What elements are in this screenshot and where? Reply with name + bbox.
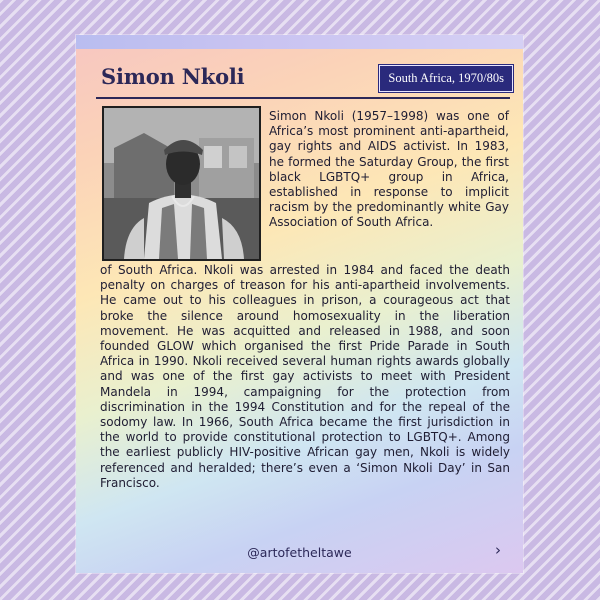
title-divider (96, 97, 510, 99)
portrait-photo (102, 106, 261, 261)
info-card (76, 35, 523, 573)
bio-intro-text: Simon Nkoli (1957–1998) was one of Africa’s most prominent anti-apartheid, gay rights and AIDS activist. In 1983, he formed the Saturday Group, the first black LGBTQ+ group in Africa, established in response to implicit racism by the predominantly white Gay Association of South Africa. (269, 109, 509, 230)
top-bar (76, 35, 523, 49)
chevron-right-icon[interactable]: › (495, 541, 501, 559)
bio-continued-text: of South Africa. Nkoli was arrested in 1984 and faced the death penalty on charges of treason for his anti-apartheid involvements. He came out to his colleagues in prison, a courageous act that broke the silence around homosexuality in the liberation movement. He was acquitted and released in 1988, and soon founded GLOW which organised the first Pride Parade in South Africa in 1990. Nkoli received several human rights awards globally and was one of the first gay activists to meet with President Mandela in 1994, campaigning for the protection from discrimination in the 1994 Constitution and for the repeal of the sodomy law. In 1966, South Africa became the first jurisdiction in the world to provide constitutional protection to LGBTQ+. Among the earliest publicly HIV-positive African gay men, Nkoli is widely referenced and heralded; there’s even a ‘Simon Nkoli Day’ in San Francisco. (100, 263, 510, 490)
page-title: Simon Nkoli (101, 64, 245, 89)
portrait-illustration (104, 108, 259, 259)
region-era-badge: South Africa, 1970/80s (379, 65, 513, 92)
author-handle[interactable]: @artofetheltawe (247, 545, 352, 560)
